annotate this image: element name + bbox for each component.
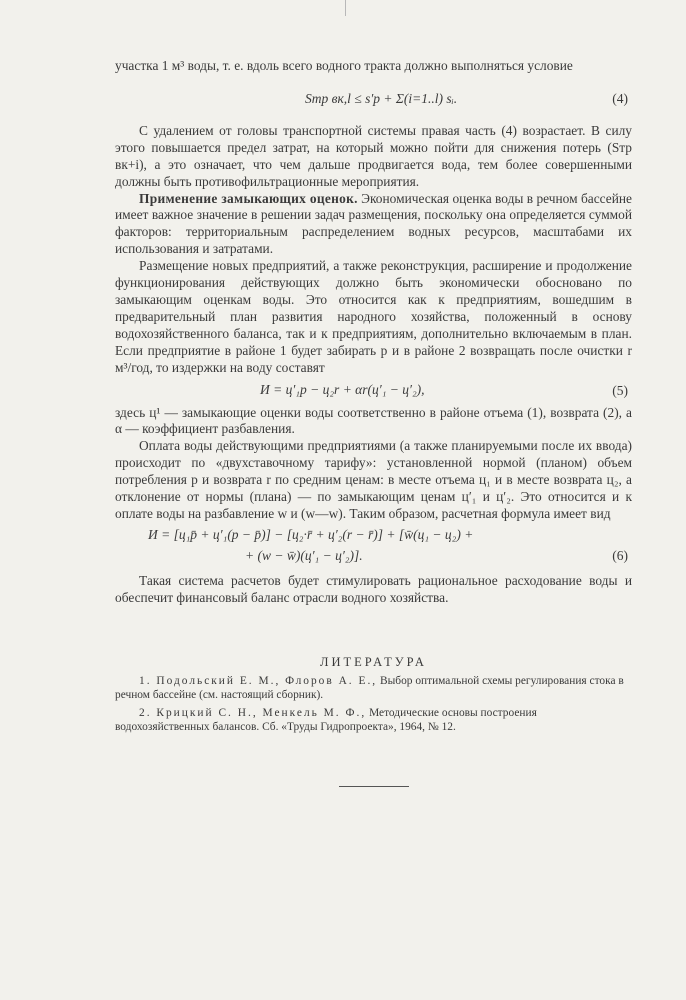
formula-4 bbox=[115, 79, 632, 121]
document-page bbox=[115, 58, 632, 787]
page-edge-mark bbox=[345, 0, 346, 16]
paragraph-conclusion: Такая система расчетов будет стимулировать рациональное расходование воды и обеспечит финансовый баланс отрасли водного хозяйства. bbox=[115, 572, 632, 605]
reference-1-text: Выбор оптимальной схемы регулирования стока в речном бассейне (см. настоящий сборник). bbox=[115, 674, 624, 701]
reference-2-text: Методические основы построения водохозяйственных балансов. Сб. «Труды Гидропроекта», 1964, № 12. bbox=[115, 706, 537, 733]
paragraph-placement: Размещение новых предприятий, а также реконструкция, расширение и продолжение функционирования действующих должно быть экономически обосновано по замыкающим оценкам воды. Это относится как к предприятиям, вошедшим в предварительный план развития народного хозяйства, положенный в основу водохозяйственного баланса, так и к предприятиям, дополнительно включаемым в план. Если предприятие в районе 1 будет забирать p и в районе 2 возвращать после очистки r м³/год, то издержки на воду составят bbox=[115, 258, 632, 375]
paragraph-application-text: Экономическая оценка воды в речном бассейне имеет важное значение в решении задач размещения, поскольку она определяется суммой факторов: территориальным распределением водных ресурсов, масштабами их использования и затратами. bbox=[115, 190, 632, 257]
paragraph-tariff: Оплата воды действующими предприятиями (а также планируемыми после их ввода) происходит по «двухставочному тарифу»: установленной нормой (планом) объем потребления p и возврата r по средним ценам: в месте отъема ц₁ и в месте возврата ц₂, а отклонение от нормы (плана) — по замыкающим ценам ц′₁ и ц′₂. Это относится и к оплате воды на разбавление w и (w—w). Таким образом, расчетная формула имеет вид bbox=[115, 438, 632, 521]
paragraph-application bbox=[115, 191, 632, 259]
literature-title: ЛИТЕРАТУРА bbox=[320, 654, 427, 669]
formula-4-number: (4) bbox=[612, 90, 628, 106]
formula-5-number: (5) bbox=[612, 382, 628, 398]
paragraph-definitions: здесь ц¹ — замыкающие оценки воды соответственно в районе отъема (1), возврата (2), а α — коэффициент разбавления. bbox=[115, 404, 632, 437]
formula-5-expression: И = ц′₁p − ц₂r + αr(ц′₁ − ц′₂), bbox=[260, 381, 425, 397]
section-lead-term: Применение замыкающих оценок. bbox=[139, 190, 358, 206]
reference-2-authors: 2. Крицкий С. Н., Менкель М. Ф., bbox=[139, 706, 367, 719]
reference-1-authors: 1. Подольский Е. М., Флоров А. Е., bbox=[139, 674, 378, 687]
formula-6-number: (6) bbox=[612, 547, 628, 563]
formula-6-line-1: И = [ц₁p̄ + ц′₁(p − p̄)] − [ц₂·r̄ + ц′₂(r − r̄)] + [w̄(ц₁ − ц₂) + bbox=[148, 526, 474, 542]
reference-1 bbox=[115, 674, 632, 702]
end-rule bbox=[339, 786, 409, 787]
paragraph-intro: участка 1 м³ воды, т. е. вдоль всего водного тракта должно выполняться условие bbox=[115, 58, 573, 73]
formula-6 bbox=[115, 527, 632, 567]
formula-6-line-2: + (w − w̄)(ц′₁ − ц′₂)]. bbox=[245, 547, 363, 563]
reference-2 bbox=[115, 706, 632, 734]
paragraph-transport: С удалением от головы транспортной системы правая часть (4) возрастает. В силу этого повышается предел затрат, на который можно пойти для снижения потерь (Sтр вк+i), а это означает, что чем дальше продвигается вода, тем более совершенными должны быть противофильтрационные мероприятия. bbox=[115, 122, 632, 189]
formula-5 bbox=[115, 379, 632, 403]
formula-4-expression: Sтр вк,l ≤ s′p + Σ(i=1..l) sᵢ. bbox=[305, 90, 458, 106]
